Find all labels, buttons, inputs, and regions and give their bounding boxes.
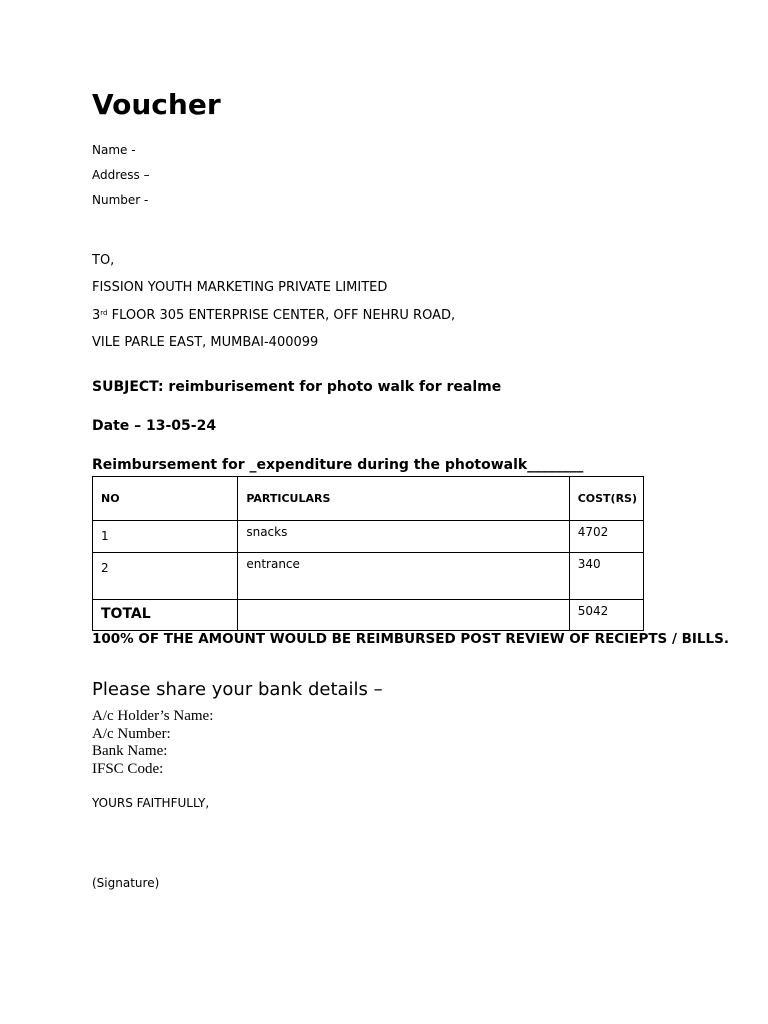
header-no: NO	[93, 477, 238, 521]
bank-details-heading: Please share your bank details –	[92, 679, 383, 700]
account-holder-label: A/c Holder’s Name:	[92, 708, 214, 724]
recipient-address-line2: VILE PARLE EAST, MUMBAI-400099	[92, 335, 319, 350]
signature-placeholder: (Signature)	[92, 876, 160, 890]
row-no: 1	[93, 521, 238, 553]
row-cost: 340	[569, 553, 643, 600]
address-floor-suffix: rd	[100, 309, 108, 317]
number-field-label: Number -	[92, 193, 149, 207]
ifsc-code-label: IFSC Code:	[92, 761, 164, 777]
header-cost: COST(RS)	[569, 477, 643, 521]
date-line: Date – 13-05-24	[92, 418, 217, 434]
document-title: Voucher	[92, 88, 221, 121]
table-row	[93, 521, 644, 553]
reimbursement-for-line: Reimbursement for _expenditure during the photowalk________	[92, 457, 584, 473]
row-particulars: snacks	[238, 521, 569, 553]
recipient-address-line1	[92, 308, 455, 323]
recipient-company: FISSION YOUTH MARKETING PRIVATE LIMITED	[92, 280, 388, 295]
address-line1-rest: FLOOR 305 ENTERPRISE CENTER, OFF NEHRU ROAD,	[107, 308, 456, 323]
table-row	[93, 553, 644, 600]
reimbursement-note: 100% OF THE AMOUNT WOULD BE REIMBURSED POST REVIEW OF RECIEPTS / BILLS.	[92, 631, 729, 647]
table-total-row	[93, 600, 644, 631]
account-number-label: A/c Number:	[92, 726, 171, 742]
bank-name-label: Bank Name:	[92, 743, 168, 759]
total-label: TOTAL	[93, 600, 238, 631]
expense-table	[92, 476, 644, 631]
row-cost: 4702	[569, 521, 643, 553]
recipient-to: TO,	[92, 253, 115, 268]
address-floor-number: 3	[92, 308, 101, 323]
row-particulars: entrance	[238, 553, 569, 600]
row-no: 2	[93, 553, 238, 600]
header-particulars: PARTICULARS	[238, 477, 569, 521]
total-value: 5042	[569, 600, 643, 631]
total-particulars	[238, 600, 569, 631]
subject-line: SUBJECT: reimburisement for photo walk for realme	[92, 379, 502, 395]
table-header-row	[93, 477, 644, 521]
address-field-label: Address –	[92, 168, 150, 182]
name-field-label: Name -	[92, 143, 136, 157]
closing-line: YOURS FAITHFULLY,	[92, 796, 210, 810]
